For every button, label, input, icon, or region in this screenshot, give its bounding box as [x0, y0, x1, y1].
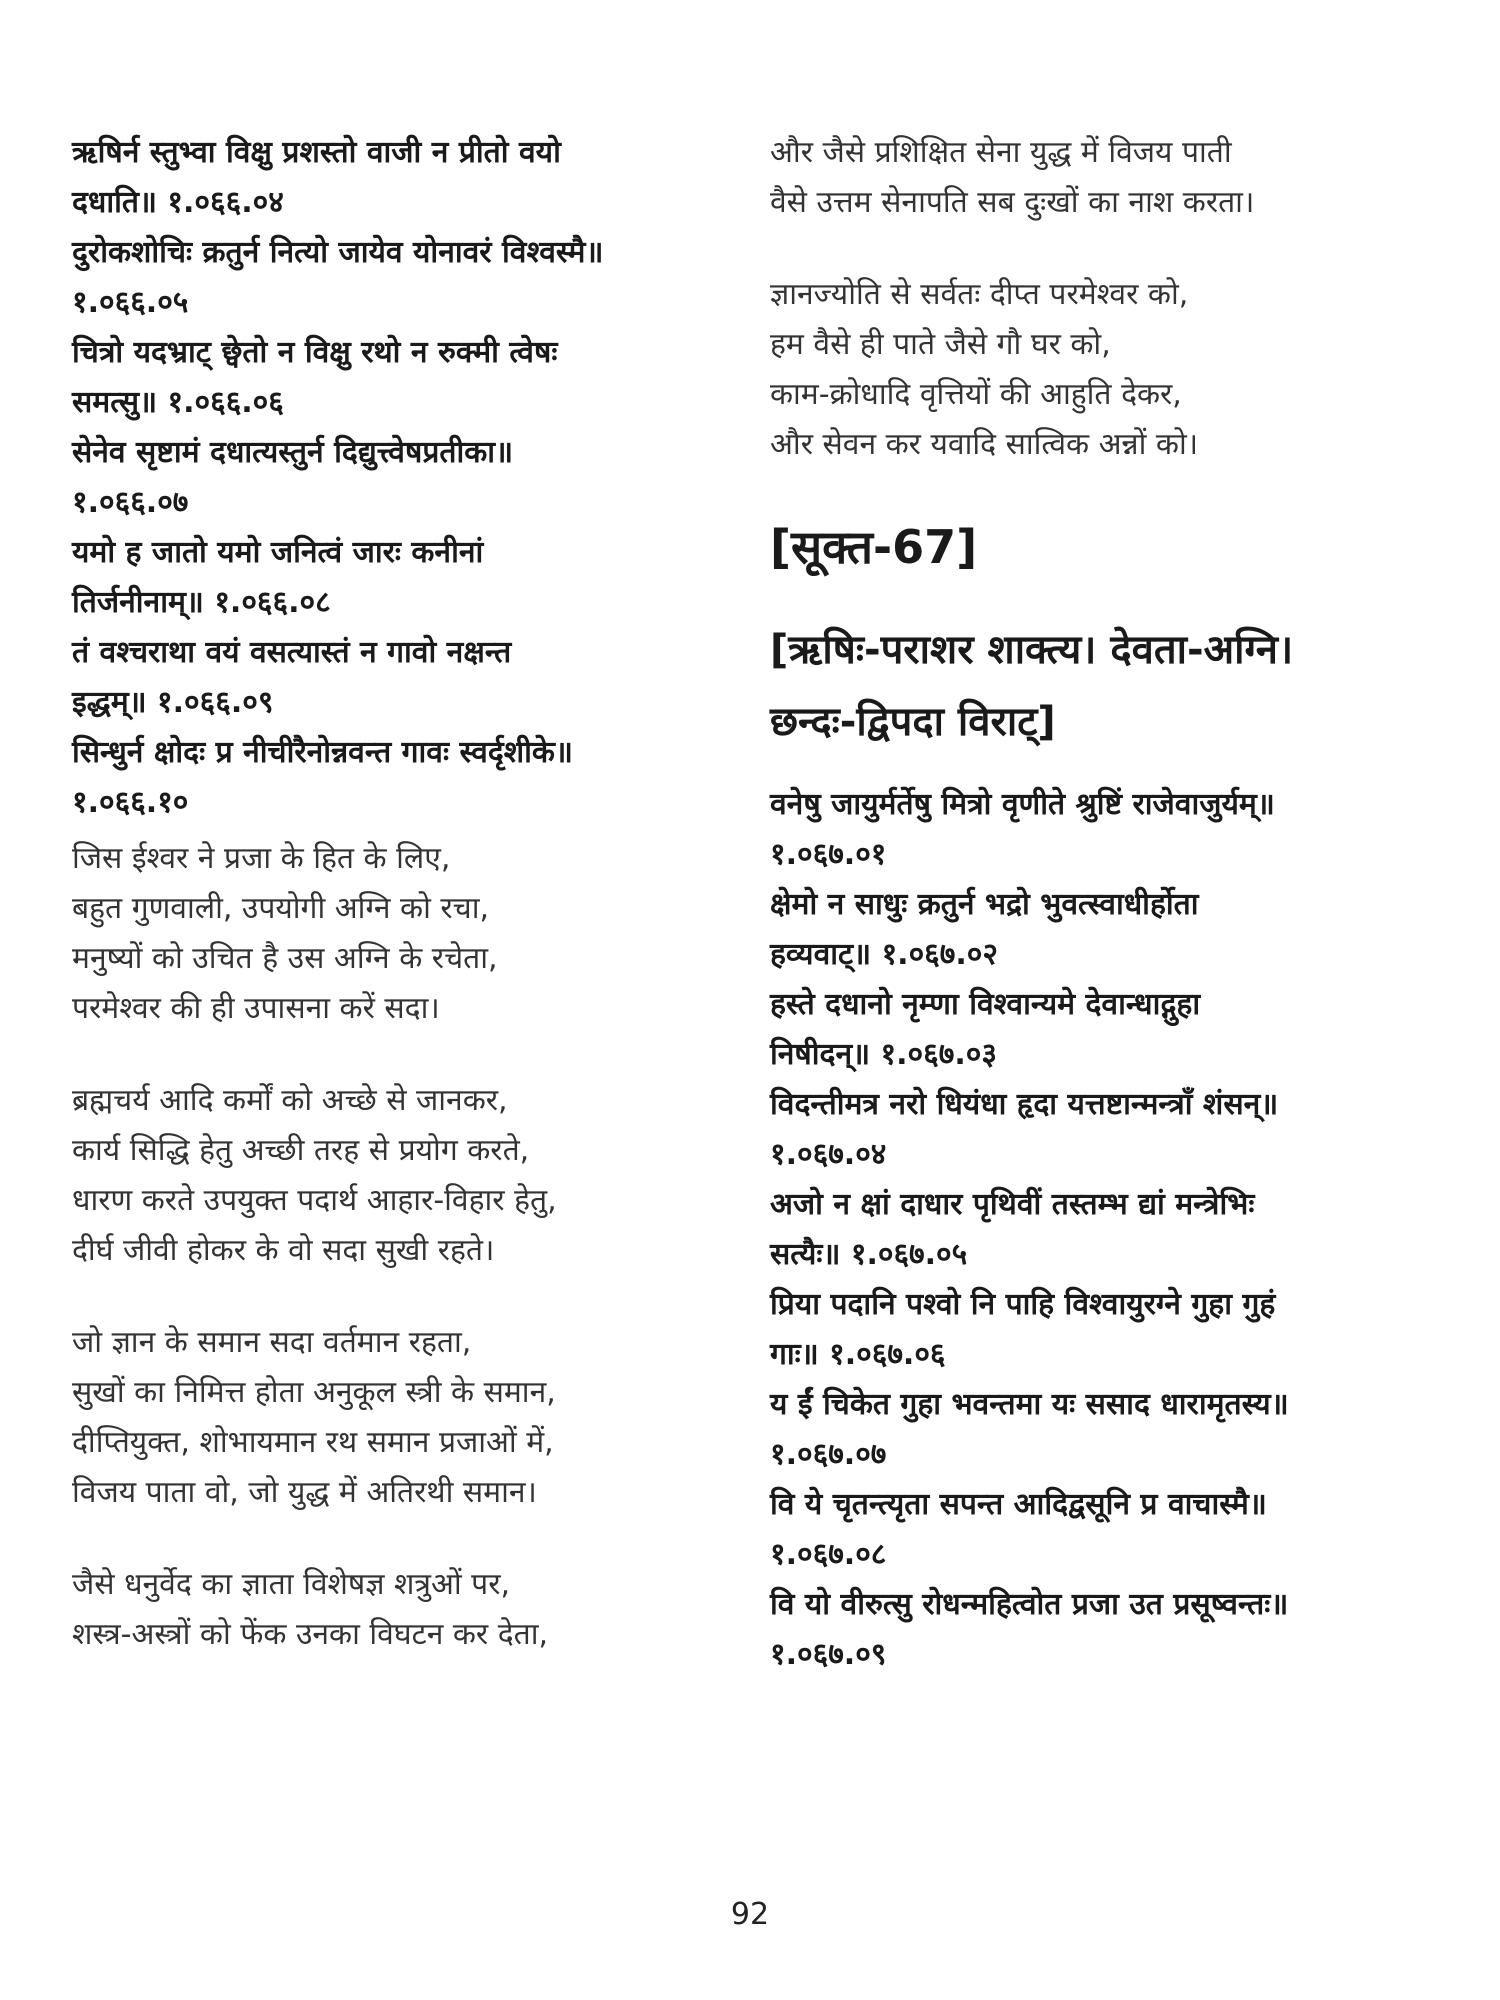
verse-line: १.०६६.०७ — [72, 485, 189, 520]
verse-line: १.०६७.०४ — [770, 1137, 887, 1172]
translation-line: मनुष्यों को उचित है उस अग्नि के रचेता, — [72, 941, 498, 976]
translation-paragraph — [770, 270, 1460, 470]
translation-line: जिस ईश्वर ने प्रजा के हित के लिए, — [72, 841, 451, 876]
translation-paragraph — [72, 1318, 722, 1518]
verse-line: १.०६७.०१ — [770, 837, 887, 872]
translation-line: जो ज्ञान के समान सदा वर्तमान रहता, — [72, 1325, 472, 1360]
page-number: 92 — [730, 1897, 770, 1932]
verse-line: विदन्तीमत्र नरो धियंधा हृदा यत्तष्टान्मन्त्राँ शंसन्॥ — [770, 1087, 1279, 1122]
verse-line: ऋषिर्न स्तुभ्वा विक्षु प्रशस्तो वाजी न प्रीतो वयो — [72, 135, 561, 170]
left-column — [72, 128, 722, 1660]
verse-line: इद्धम्॥ १.०६६.०९ — [72, 685, 274, 720]
verse-line: सेनेव सृष्टामं दधात्यस्तुर्न दिद्युत्त्वेषप्रतीका॥ — [72, 435, 514, 470]
verse-line: सत्यैः॥ १.०६७.०५ — [770, 1237, 968, 1272]
translation-line: जैसे धनुर्वेद का ज्ञाता विशेषज्ञ शत्रुओं पर, — [72, 1567, 511, 1602]
verse-line: वनेषु जायुर्मर्तेषु मित्रो वृणीते श्रुष्टिं राजेवाजुर्यम्॥ — [770, 787, 1275, 822]
verse-line: १.०६७.०९ — [770, 1637, 887, 1672]
verse-line: समत्सु॥ १.०६६.०६ — [72, 385, 284, 420]
translation-line: और जैसे प्रशिक्षित सेना युद्ध में विजय पाती — [770, 135, 1232, 170]
verse-line: हव्यवाट्॥ १.०६७.०२ — [770, 937, 998, 972]
verse-line: १.०६६.०५ — [72, 285, 189, 320]
right-column — [770, 128, 1460, 1680]
verse-line: निषीदन्॥ १.०६७.०३ — [770, 1037, 997, 1072]
verse-line: गाः॥ १.०६७.०६ — [770, 1337, 946, 1372]
translation-line: हम वैसे ही पाते जैसे गौ घर को, — [770, 327, 1111, 362]
verse-line: क्षेमो न साधुः क्रतुर्न भद्रो भुवत्स्वाधीर्होता — [770, 887, 1199, 922]
verse-line: वि ये चृतन्त्यृता सपन्त आदिद्वसूनि प्र वाचास्मै॥ — [770, 1487, 1267, 1522]
verse-line: हस्ते दधानो नृम्णा विश्वान्यमे देवान्धाद्गुहा — [770, 987, 1201, 1022]
translation-line: बहुत गुणवाली, उपयोगी अग्नि को रचा, — [72, 891, 490, 926]
translation-paragraph — [72, 1076, 722, 1276]
translation-line: काम-क्रोधादि वृत्तियों की आहुति देकर, — [770, 377, 1182, 412]
verse-line: १.०६७.०८ — [770, 1537, 887, 1572]
rishi-devata-line: [ऋषिः-पराशर शाक्त्य। देवता-अग्नि। — [770, 627, 1294, 673]
verse-line: प्रिया पदानि पश्वो नि पाहि विश्वायुरग्ने गुहा गुहं — [770, 1287, 1276, 1322]
translation-paragraph — [770, 128, 1460, 228]
verse-line: दुरोकशोचिः क्रतुर्न नित्यो जायेव योनावरं विश्वस्मै॥ — [72, 235, 604, 270]
translation-line: ज्ञानज्योति से सर्वतः दीप्त परमेश्वर को, — [770, 277, 1189, 312]
translation-paragraph — [72, 1560, 722, 1660]
verse-line: १.०६६.१० — [72, 785, 189, 820]
translation-line: सुखों का निमित्त होता अनुकूल स्त्री के समान, — [72, 1375, 556, 1410]
verse-line: तं वश्चराथा वयं वसत्यास्तं न गावो नक्षन्त — [72, 635, 512, 670]
right-verses — [770, 780, 1460, 1680]
verse-line: अजो न क्षां दाधार पृथिवीं तस्तम्भ द्यां मन्त्रेभिः — [770, 1187, 1255, 1222]
verse-line: १.०६७.०७ — [770, 1437, 887, 1472]
verse-line: चित्रो यदभ्राट् छ्वेतो न विक्षु रथो न रुक्मी त्वेषः — [72, 335, 558, 370]
sukta-heading: [सूक्त-67] — [770, 520, 978, 574]
translation-line: धारण करते उपयुक्त पदार्थ आहार-विहार हेतु, — [72, 1183, 557, 1218]
verse-line: तिर्जनीनाम्॥ १.०६६.०८ — [72, 585, 331, 620]
translation-line: दीप्तियुक्त, शोभायमान रथ समान प्रजाओं में, — [72, 1425, 554, 1460]
chhanda-line: छन्दः-द्विपदा विराट्] — [770, 699, 1056, 745]
translation-line: विजय पाता वो, जो युद्ध में अतिरथी समान। — [72, 1475, 537, 1510]
translation-line: वैसे उत्तम सेनापति सब दुःखों का नाश करता। — [770, 185, 1255, 220]
translation-line: और सेवन कर यवादि सात्विक अन्नों को। — [770, 427, 1199, 462]
translation-paragraph — [72, 834, 722, 1034]
translation-line: कार्य सिद्धि हेतु अच्छी तरह से प्रयोग करते, — [72, 1133, 530, 1168]
verse-line: यमो ह जातो यमो जनित्वं जारः कनीनां — [72, 535, 484, 570]
translation-line: शस्त्र-अस्त्रों को फेंक उनका विघटन कर देता, — [72, 1617, 549, 1652]
verse-line: सिन्धुर्न क्षोदः प्र नीचीरैनोन्नवन्त गावः स्वर्दृशीके॥ — [72, 735, 573, 770]
translation-line: परमेश्वर की ही उपासना करें सदा। — [72, 991, 440, 1026]
verse-line: य ईं चिकेत गुहा भवन्तमा यः ससाद धारामृतस्य॥ — [770, 1387, 1289, 1422]
translation-line: दीर्घ जीवी होकर के वो सदा सुखी रहते। — [72, 1233, 495, 1268]
translation-line: ब्रह्मचर्य आदि कर्मों को अच्छे से जानकर, — [72, 1083, 508, 1118]
left-verses — [72, 128, 722, 828]
verse-line: वि यो वीरुत्सु रोधन्महित्वोत प्रजा उत प्रसूष्वन्तः॥ — [770, 1587, 1289, 1622]
verse-line: दधाति॥ १.०६६.०४ — [72, 185, 284, 220]
